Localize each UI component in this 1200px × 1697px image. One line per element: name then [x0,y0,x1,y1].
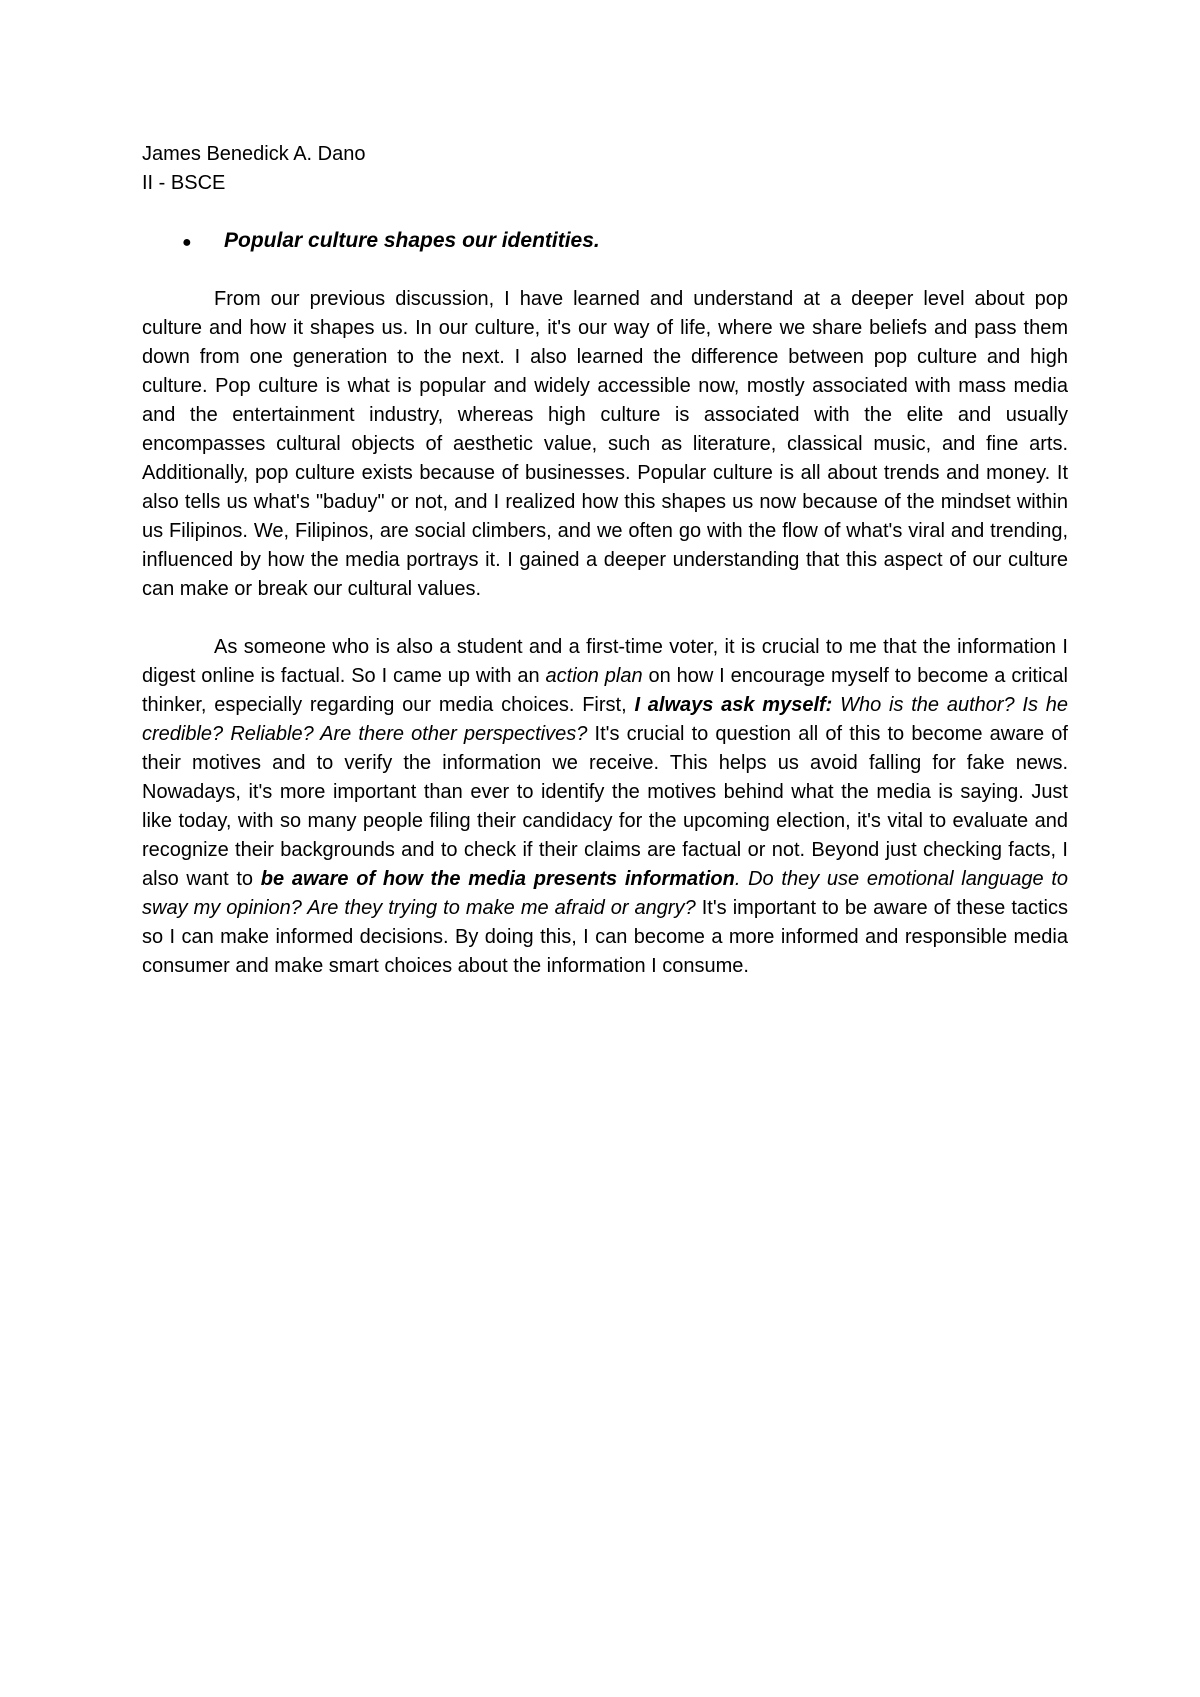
section-heading [142,226,1068,257]
emphasis-questions: Who is the author? Is he credible? Reliable? Are there other perspectives? [142,694,1069,745]
emphasis-be-aware: be aware of how the media presents information [260,868,735,890]
paragraph-text: It's important to be aware of these tactics so I can make informed decisions. By doing this, I can become a more informed and responsible media consumer and make smart choices about the information I consume. [142,897,1068,977]
author-program: II - BSCE [142,172,226,194]
paragraph-action-plan [142,633,1068,981]
section-heading-text: Popular culture shapes our identities. [224,229,600,252]
document-body [142,140,1068,981]
emphasis-always-ask: I always ask myself: [634,694,833,716]
paragraph-pop-culture: From our previous discussion, I have learned and understand at a deeper level about pop culture and how it shapes us. In our culture, it's our way of life, where we share beliefs and pass them down from one generation to the next. I also learned the difference between pop culture and high culture. Pop culture is what is popular and widely accessible now, mostly associated with mass media and the entertainment industry, whereas high culture is associated with the elite and usually encompasses cultural objects of aesthetic value, such as literature, classical music, and fine arts. Additionally, pop culture exists because of businesses. Popular culture is all about trends and money. It also tells us what's "baduy" or not, and I realized how this shapes us now because of the mindset within us Filipinos. We, Filipinos, are social climbers, and we often go with the flow of what's viral and trending, influenced by how the media portrays it. I gained a deeper understanding that this aspect of our culture can make or break our cultural values. [142,288,1068,600]
emphasis-emotional-questions: . Do they use emotional language to sway my opinion? Are they trying to make me afraid or angry? [142,868,1068,919]
paragraph-text: on how I encourage myself to become a critical thinker, especially regarding our media choices. First, [142,665,1068,716]
paragraph-text: As someone who is also a student and a first-time voter, it is crucial to me that the information I digest online is factual. So I came up with an [142,636,1068,687]
paragraph-text: It's crucial to question all of this to become aware of their motives and to verify the information we receive. This helps us avoid falling for fake news. Nowadays, it's more important than ever to identify the motives behind what the media is saying. Just like today, with so many people filing their candidacy for the upcoming election, it's vital to evaluate and recognize their backgrounds and to check if their claims are factual or not. Beyond just checking facts, I also want to [142,723,1068,890]
emphasis-action-plan: action plan [545,665,643,687]
author-name: James Benedick A. Dano [142,143,366,165]
bullet-icon: ● [182,234,192,251]
